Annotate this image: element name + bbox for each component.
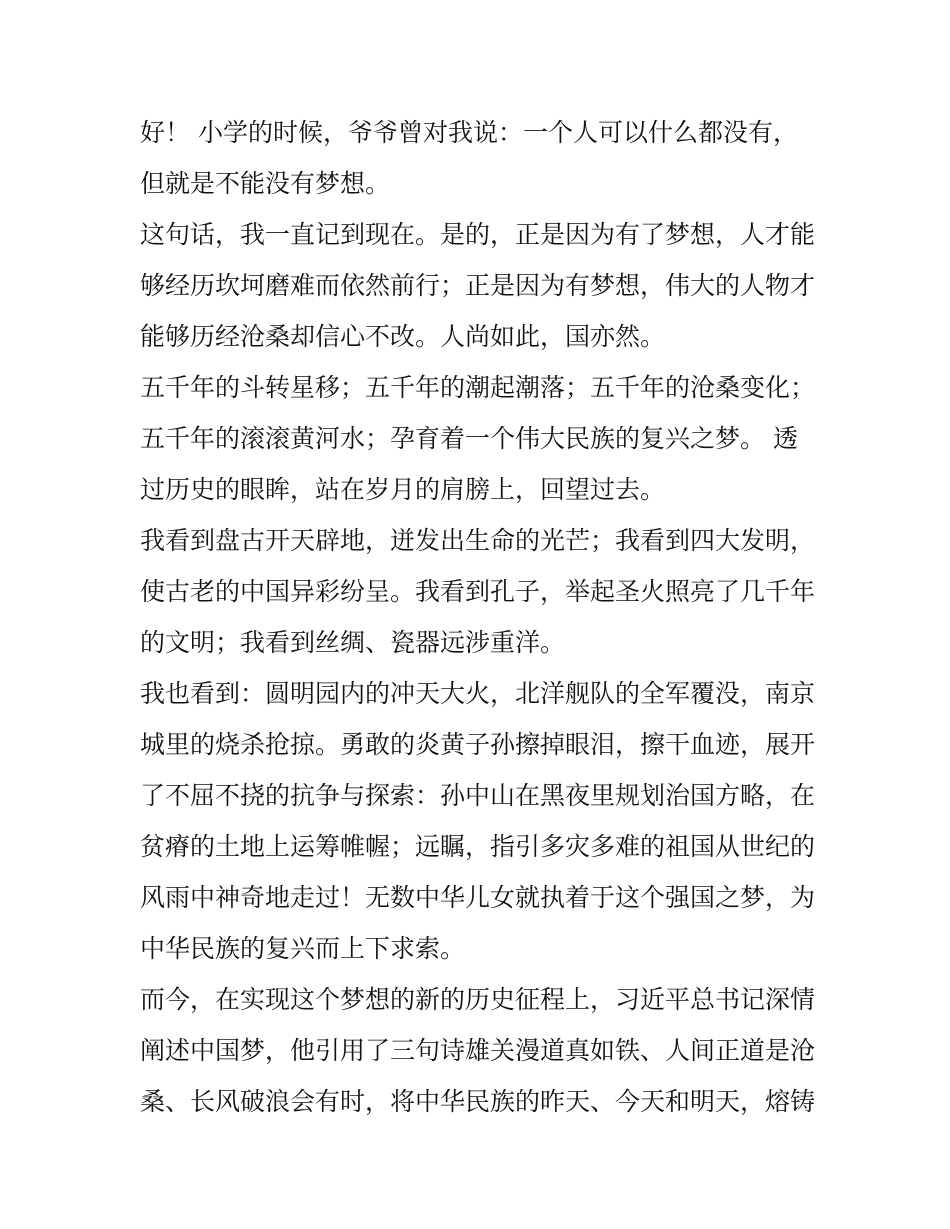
text-line: 城里的烧杀抢掠。勇敢的炎黄子孙擦掉眼泪，擦干血迹，展开: [140, 730, 816, 759]
text-line: 桑、长风破浪会有时，将中华民族的昨天、今天和明天，熔铸: [140, 1087, 816, 1116]
text-line: 能够历经沧桑却信心不改。人尚如此，国亦然。: [140, 322, 666, 351]
text-line: 风雨中神奇地走过！无数中华儿女就执着于这个强国之梦，为: [140, 883, 816, 912]
document-body: [140, 107, 830, 1127]
text-line: 五千年的滚滚黄河水；孕育着一个伟大民族的复兴之梦。 透: [140, 424, 798, 453]
text-line: 五千年的斗转星移；五千年的潮起潮落；五千年的沧桑变化；: [140, 373, 816, 402]
text-line: 贫瘠的土地上运筹帷幄；远瞩，指引多灾多难的祖国从世纪的: [140, 832, 816, 861]
text-line: 使古老的中国异彩纷呈。我看到孔子，举起圣火照亮了几千年: [140, 577, 816, 606]
text-line: 而今，在实现这个梦想的新的历史征程上，习近平总书记深情: [140, 985, 816, 1014]
text-line: 的文明；我看到丝绸、瓷器远涉重洋。: [140, 628, 566, 657]
text-line: 这句话，我一直记到现在。是的，正是因为有了梦想，人才能: [140, 220, 816, 249]
text-line: 但就是不能没有梦想。: [140, 169, 391, 198]
text-line: 我看到盘古开天辟地，迸发出生命的光芒；我看到四大发明，: [140, 526, 816, 555]
text-line: 够经历坎坷磨难而依然前行；正是因为有梦想，伟大的人物才: [140, 271, 816, 300]
text-line: 中华民族的复兴而上下求索。: [140, 934, 466, 963]
text-line: 阐述中国梦，他引用了三句诗雄关漫道真如铁、人间正道是沧: [140, 1036, 816, 1065]
text-line: 我也看到：圆明园内的冲天大火，北洋舰队的全军覆没，南京: [140, 679, 816, 708]
text-line: 了不屈不挠的抗争与探索：孙中山在黑夜里规划治国方略，在: [140, 781, 816, 810]
text-line: 过历史的眼眸，站在岁月的肩膀上，回望过去。: [140, 475, 666, 504]
text-line: 好！ 小学的时候，爷爷曾对我说：一个人可以什么都没有，: [140, 118, 798, 147]
